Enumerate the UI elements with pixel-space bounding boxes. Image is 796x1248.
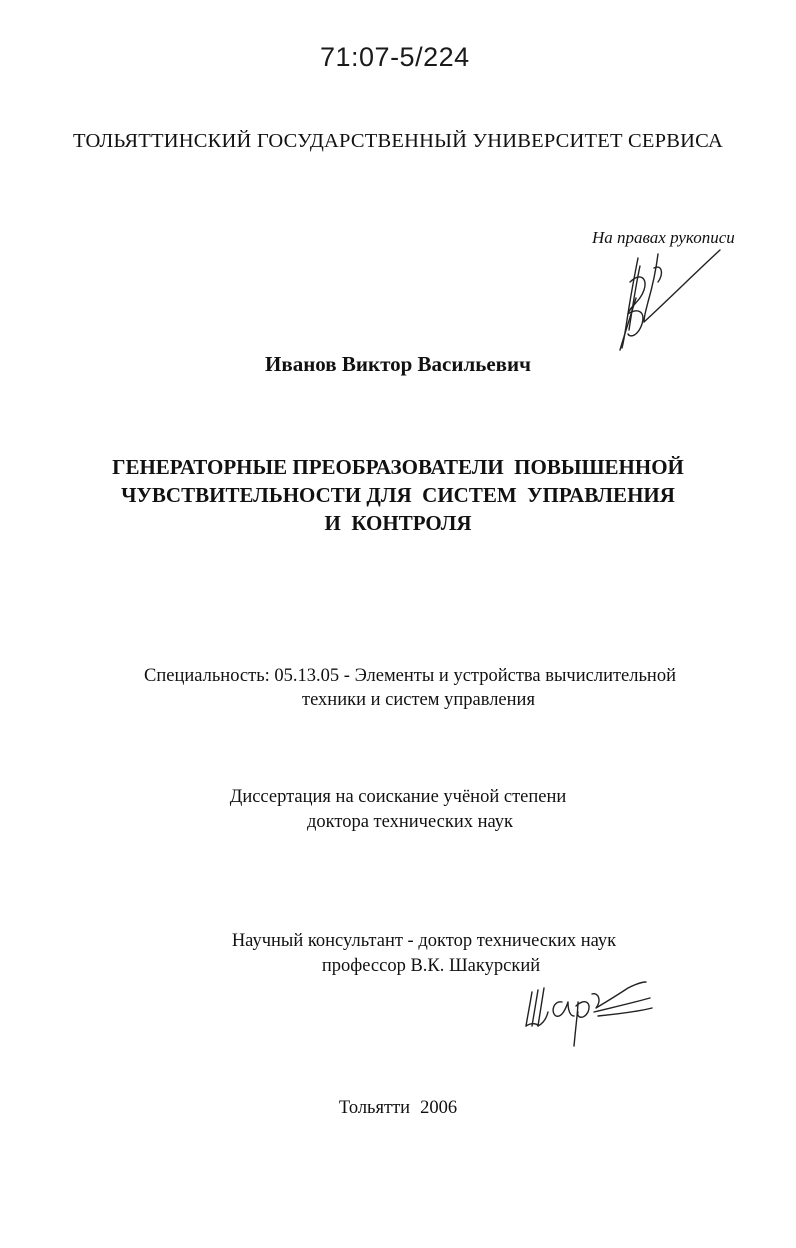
title-line: И КОНТРОЛЯ [324, 511, 472, 535]
place-and-year [0, 1098, 796, 1119]
degree-line: доктора технических наук [306, 812, 514, 832]
year: 2006 [420, 1098, 458, 1118]
specialty-line: техники и систем управления [302, 690, 535, 710]
library-call-number: 71:07-5/224 [320, 42, 470, 72]
specialty [144, 664, 724, 712]
city: Тольятти [338, 1098, 411, 1118]
scientific-consultant [0, 929, 796, 979]
degree-statement [0, 785, 796, 835]
author-name: Иванов Виктор Васильевич [265, 352, 531, 376]
title-line: ЧУВСТВИТЕЛЬНОСТИ ДЛЯ СИСТЕМ УПРАВЛЕНИЯ [121, 483, 675, 507]
consultant-signature [518, 972, 668, 1052]
degree-line: Диссертация на соискание учёной степени [229, 787, 567, 807]
consultant-line: профессор В.К. Шакурский [321, 956, 541, 976]
title-line: ГЕНЕРАТОРНЫЕ ПРЕОБРАЗОВАТЕЛИ ПОВЫШЕННОЙ [112, 455, 684, 479]
author-signature [600, 238, 740, 368]
consultant-line: Научный консультант - доктор технических наук [231, 931, 617, 951]
dissertation-title [0, 453, 796, 537]
specialty-line: Специальность: 05.13.05 - Элементы и устройства вычислительной [144, 666, 676, 686]
university-name: ТОЛЬЯТТИНСКИЙ ГОСУДАРСТВЕННЫЙ УНИВЕРСИТЕТ СЕРВИСА [73, 130, 723, 152]
rights-note: На правах рукописи [592, 228, 735, 247]
